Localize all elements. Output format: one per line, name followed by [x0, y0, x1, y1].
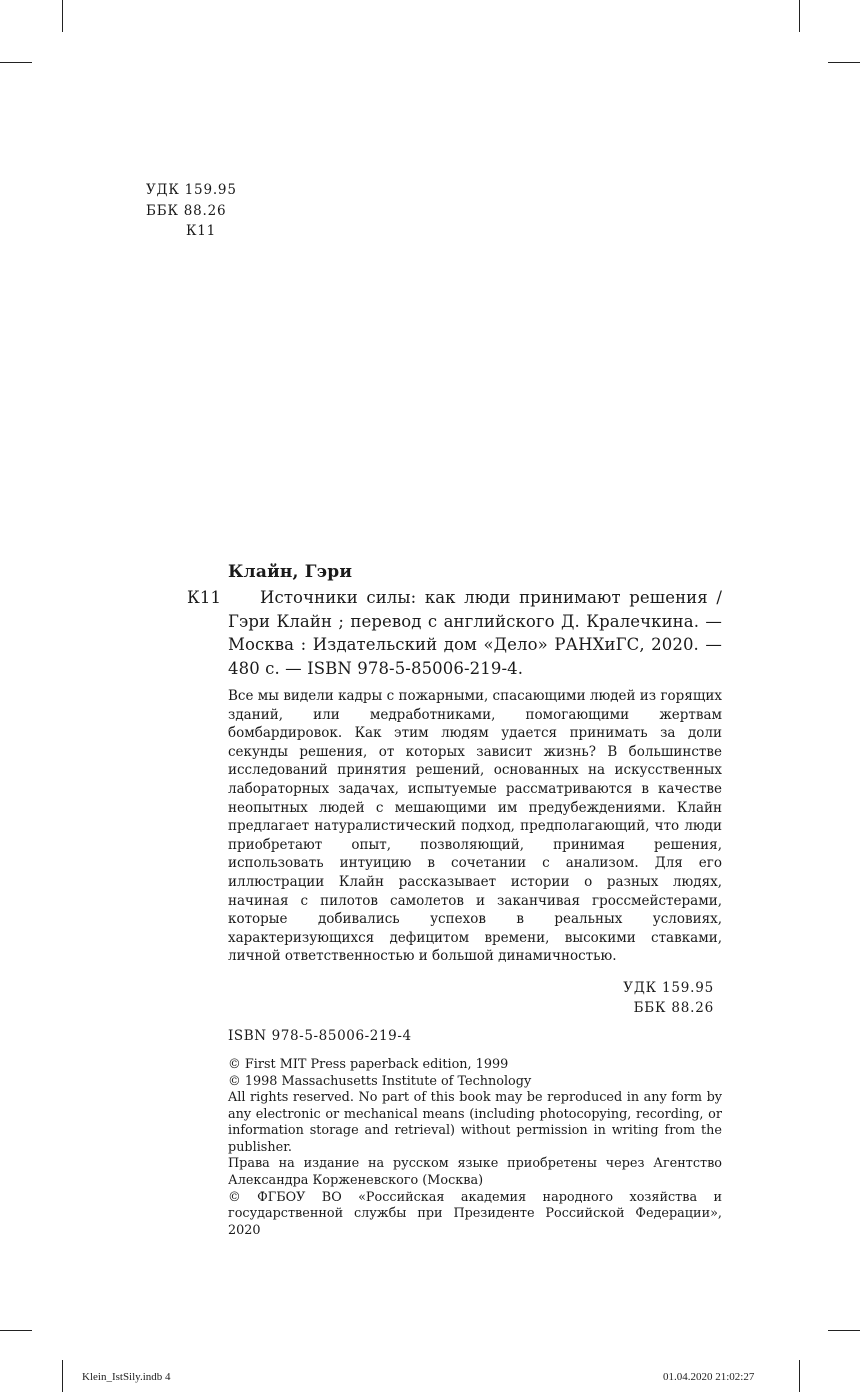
crop-mark-left-upper	[0, 62, 32, 63]
footer-timestamp: 01.04.2020 21:02:27	[663, 1371, 755, 1383]
crop-mark-right-upper	[828, 62, 860, 63]
crop-mark-bottom-right	[799, 1360, 800, 1392]
top-classification-block	[146, 180, 237, 242]
bibliographic-description-block	[187, 586, 722, 680]
copyright-line-2: © 1998 Massachusetts Institute of Technology	[228, 1073, 532, 1089]
crop-mark-top-right	[799, 0, 800, 32]
top-bbk-code: ББК 88.26	[146, 202, 227, 219]
russian-rights-statement: Права на издание на русском языке приобретены через Агентство Александра Корженевского (Москва)	[228, 1156, 722, 1189]
author-heading: Клайн, Гэри	[228, 562, 353, 582]
crop-mark-right-lower	[828, 1330, 860, 1331]
crop-mark-top-left	[62, 0, 63, 32]
author-mark: К11	[187, 588, 222, 607]
top-author-mark: К11	[186, 223, 217, 239]
top-udk-code: УДК 159.95	[146, 182, 237, 198]
classification-codes	[228, 978, 722, 1019]
copyright-line-1: © First MIT Press paperback edition, 1999	[228, 1056, 509, 1072]
crop-mark-bottom-left	[62, 1360, 63, 1392]
catalog-record	[187, 561, 722, 1239]
bbk-code: ББК 88.26	[633, 1000, 714, 1017]
footer-file-slug: Klein_IstSily.indb 4	[82, 1371, 171, 1383]
isbn: ISBN 978-5-85006-219-4	[228, 1027, 412, 1044]
udk-code: УДК 159.95	[623, 979, 714, 996]
bibliographic-description: Источники силы: как люди принимают решения / Гэри Клайн ; перевод с английского Д. Кралечкина. — Москва : Издательский дом «Дело» РАНХиГС, 2020. — 480 с. — ISBN 978-5-85006-219-4.	[228, 588, 722, 678]
crop-mark-left-lower	[0, 1330, 32, 1331]
rights-statement: All rights reserved. No part of this book may be reproduced in any form by any electronic or mechanical means (including photocopying, recording, or information storage and retrieval) without permission in writing from the publisher.	[228, 1090, 722, 1155]
publisher-copyright: © ФГБОУ ВО «Российская академия народного хозяйства и государственной службы при Президенте Российской Федерации», 2020	[228, 1189, 722, 1238]
abstract: Все мы видели кадры с пожарными, спасающими людей из горящих зданий, или медработниками, помогающими жертвам бомбардировок. Как этим людям удается принимать за доли секунды решения, от которых зависит жизнь? В большинстве исследований принятия решений, основанных на искусственных лабораторных задачах, испытуемые рассматриваются в качестве неопытных людей с мешающими им предубеждениями. Клайн предлагает натуралистический подход, предполагающий, что люди приобретают опыт, позволяющий, принимая решения, использовать интуицию в сочетании с анализом. Для его иллюстрации Клайн рассказывает истории о разных людях, начиная с пилотов самолетов и заканчивая гроссмейстерами, которые добивались успехов в реальных условиях, характеризующихся дефицитом времени, высокими ставками, личной ответственностью и большой динамичностью.	[228, 688, 722, 965]
copyright-block	[228, 1057, 722, 1240]
